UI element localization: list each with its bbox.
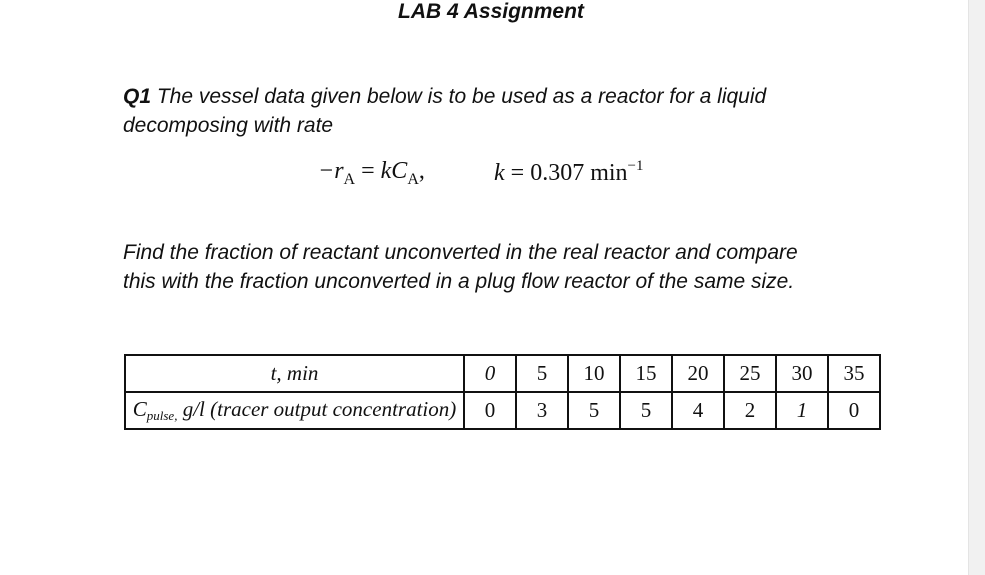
time-cell: 15 — [620, 355, 672, 392]
time-row-header: t, min — [125, 355, 464, 392]
rate-equation — [318, 158, 425, 189]
time-cell: 20 — [672, 355, 724, 392]
concentration-cell: 4 — [672, 392, 724, 429]
concentration-row-header — [125, 392, 464, 429]
k-exponent: −1 — [627, 158, 644, 174]
concentration-cell: 5 — [568, 392, 620, 429]
concentration-cell: 5 — [620, 392, 672, 429]
k-symbol: k — [494, 160, 505, 186]
question-label: Q1 — [123, 85, 152, 108]
concentration-symbol: C — [132, 397, 147, 421]
concentration-cell: 3 — [516, 392, 568, 429]
find-line-1: Find the fraction of reactant unconverted in the real reactor and compare — [123, 241, 798, 264]
find-line-2: this with the fraction unconverted in a plug flow reactor of the same size. — [123, 270, 795, 293]
rate-lhs-sub: A — [343, 171, 356, 188]
time-row — [125, 355, 880, 392]
k-value: = 0.307 min — [504, 160, 628, 186]
time-cell: 5 — [516, 355, 568, 392]
concentration-label: g/l (tracer output concentration) — [177, 397, 457, 421]
concentration-cell: 0 — [464, 392, 516, 429]
question-paragraph — [123, 82, 923, 140]
question-line-2: decomposing with rate — [123, 114, 334, 137]
rate-rhs-sub: A — [407, 171, 419, 188]
rate-rhs: kC — [380, 158, 408, 184]
question-text-1: The vessel data given below is to be used as a reactor for a liquid — [151, 85, 767, 108]
rate-lhs: −r — [318, 158, 344, 184]
tracer-data-table — [124, 354, 881, 430]
concentration-subscript: pulse, — [146, 408, 178, 423]
time-cell: 35 — [828, 355, 880, 392]
concentration-cell: 2 — [724, 392, 776, 429]
rate-equals: = — [355, 158, 381, 184]
time-cell: 10 — [568, 355, 620, 392]
find-paragraph — [123, 238, 923, 296]
k-equation — [494, 158, 644, 187]
concentration-cell: 1 — [776, 392, 828, 429]
page-title: LAB 4 Assignment — [398, 0, 584, 23]
time-cell: 25 — [724, 355, 776, 392]
time-cell: 0 — [464, 355, 516, 392]
question-line-1 — [123, 82, 923, 111]
time-cell: 30 — [776, 355, 828, 392]
rate-comma: , — [418, 158, 425, 184]
concentration-cell: 0 — [828, 392, 880, 429]
vertical-scrollbar[interactable] — [968, 0, 985, 575]
concentration-row — [125, 392, 880, 429]
